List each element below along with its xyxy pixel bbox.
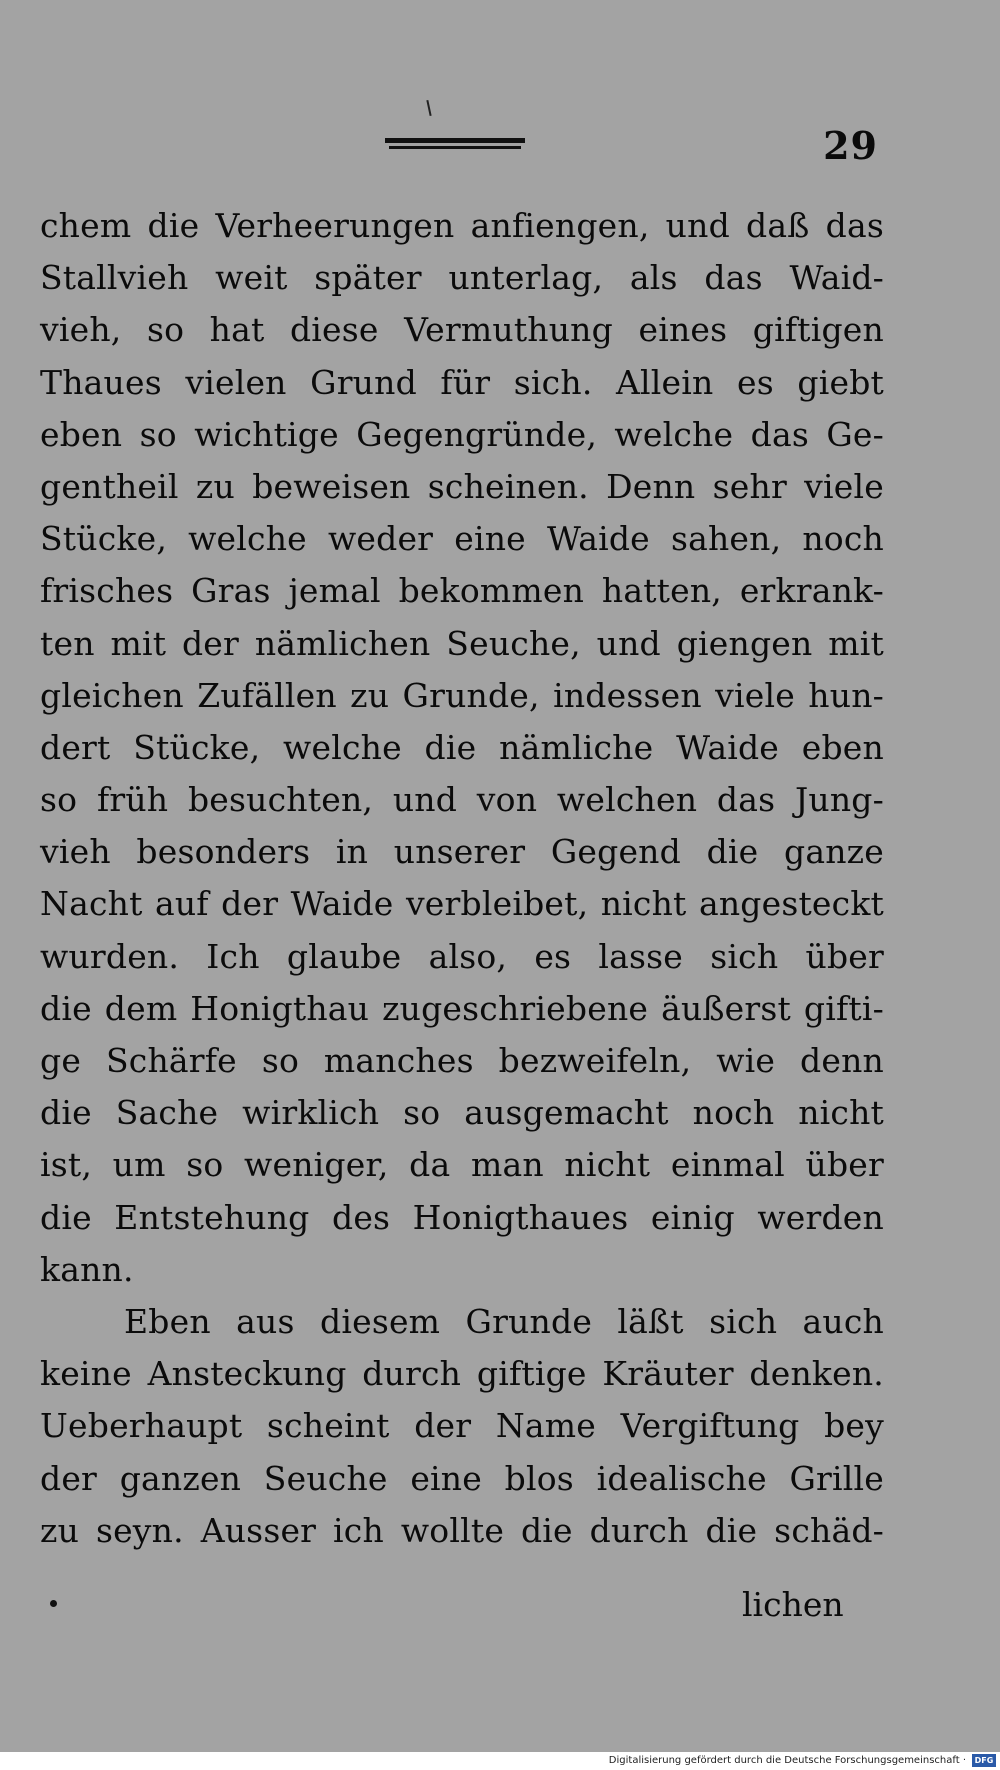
body-text bbox=[40, 200, 884, 1557]
catchword: lichen bbox=[742, 1585, 844, 1624]
text-line: vieh, so hat diese Vermuthung eines giftigen bbox=[40, 310, 884, 350]
text-line: kann. bbox=[40, 1249, 134, 1289]
text-line: Stücke, welche weder eine Waide sahen, noch bbox=[40, 519, 884, 559]
text-line: ist, um so weniger, da man nicht einmal über bbox=[40, 1145, 884, 1185]
header-rule bbox=[385, 138, 525, 152]
text-line: der ganzen Seuche eine blos idealische Grille bbox=[40, 1458, 884, 1498]
text-line: gentheil zu beweisen scheinen. Denn sehr viele bbox=[40, 466, 884, 506]
dfg-logo-icon: DFG bbox=[972, 1754, 996, 1767]
digitization-credit: Digitalisierung gefördert durch die Deutsche Forschungsgemeinschaft · bbox=[608, 1755, 966, 1766]
text-line: so früh besuchten, und von welchen das Jung- bbox=[40, 780, 884, 820]
text-line: Ueberhaupt scheint der Name Vergiftung bey bbox=[40, 1406, 884, 1446]
text-line: Thaues vielen Grund für sich. Allein es giebt bbox=[40, 362, 884, 402]
text-line: ten mit der nämlichen Seuche, und giengen mit bbox=[40, 623, 884, 663]
text-line: Nacht auf der Waide verbleibet, nicht angesteckt bbox=[40, 884, 884, 924]
paragraph-first-line: Eben aus diesem Grunde läßt sich auch bbox=[124, 1301, 884, 1341]
text-line: chem die Verheerungen anfiengen, und daß das bbox=[40, 206, 884, 245]
text-line: die Entstehung des Honigthaues einig werden bbox=[40, 1197, 884, 1237]
text-line: dert Stücke, welche die nämliche Waide eben bbox=[40, 727, 884, 767]
stray-mark bbox=[426, 100, 431, 116]
header-rule-thin bbox=[389, 146, 521, 149]
header-rule-thick bbox=[385, 138, 525, 143]
stray-dot bbox=[50, 1600, 57, 1607]
text-line: gleichen Zufällen zu Grunde, indessen viele hun- bbox=[40, 675, 884, 715]
text-line: die dem Honigthau zugeschriebene äußerst gifti- bbox=[40, 988, 884, 1028]
text-line: Stallvieh weit später unterlag, als das Waid- bbox=[40, 258, 884, 298]
text-line: ge Schärfe so manches bezweifeln, wie denn bbox=[40, 1041, 884, 1080]
text-line: vieh besonders in unserer Gegend die ganze bbox=[40, 832, 884, 872]
page-number: 29 bbox=[823, 123, 878, 168]
text-line: keine Ansteckung durch giftige Kräuter denken. bbox=[40, 1354, 884, 1394]
text-line: zu seyn. Ausser ich wollte die durch die schäd- bbox=[40, 1510, 884, 1550]
text-line: die Sache wirklich so ausgemacht noch nicht bbox=[40, 1093, 884, 1133]
text-line: wurden. Ich glaube also, es lasse sich über bbox=[40, 936, 884, 976]
text-line: eben so wichtige Gegengründe, welche das Ge- bbox=[40, 414, 884, 454]
text-line: frisches Gras jemal bekommen hatten, erkrank- bbox=[40, 571, 884, 611]
